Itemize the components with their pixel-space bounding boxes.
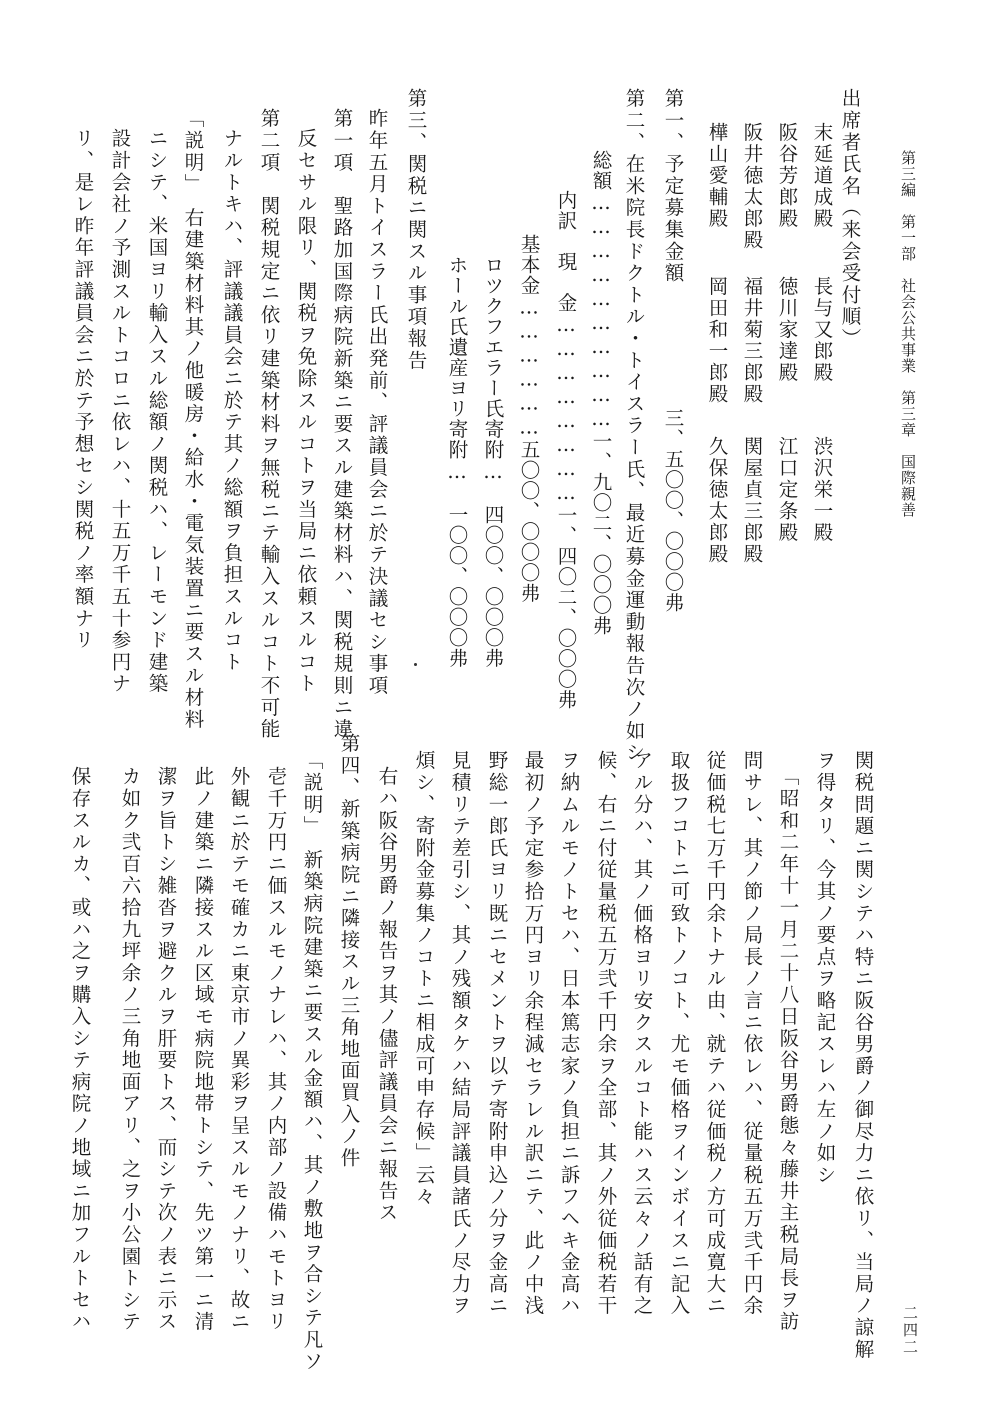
body-line: ヲ納ムルモノトセハ、日本篤志家ノ負担ニ訴フヘキ金高ハ	[557, 750, 581, 1317]
body-line: 外観ニ於テモ確カニ東京市ノ異彩ヲ呈スルモノナリ、故ニ	[227, 766, 251, 1333]
body-line: 取扱フコトニ可致トノコト、尤モ価格ヲインボイスニ記入	[667, 750, 691, 1317]
attendee-name: 末延道成殿	[810, 122, 834, 230]
body-line: 壱千万円ニ価スルモノナレハ、其ノ内部ノ設備ハモトヨリ	[264, 766, 288, 1333]
attendee-name: 樺山愛輔殿	[705, 122, 729, 230]
body-line: ヲ得タリ、今其ノ要点ヲ略記スレハ左ノ如シ	[813, 750, 837, 1186]
item2-title: 第二、在米院長ドクトル・トイスラー氏、最近募金運動報告次ノ如シ	[622, 88, 646, 764]
attendee-name: 渋沢栄一殿	[810, 436, 834, 544]
rockefeller-donation: ロツクフエラー氏寄附… 四〇〇、〇〇〇弗	[481, 255, 505, 669]
body-line: 右ハ阪谷男爵ノ報告ヲ其ノ儘評議員会ニ報告ス	[375, 766, 399, 1224]
body-line: 「説明」 新築病院建築ニ要スル金額ハ、其ノ敷地ヲ合シテ凡ソ	[300, 750, 324, 1373]
body-line: 関税問題ニ関シテハ特ニ阪谷男爵ノ御尽力ニ依リ、当局ノ諒解	[851, 750, 875, 1361]
attendee-name: 江口定条殿	[775, 436, 799, 544]
body-line: 問サレ、其ノ節ノ局長ノ言ニ依レハ、従量税五万弐千円余	[740, 750, 764, 1317]
clause1-line: 反セサル限リ、関税ヲ免除スルコトヲ当局ニ依頼スルコト	[294, 128, 318, 695]
attendee-name: 福井菊三郎殿	[740, 276, 764, 405]
body-line: 煩シ、寄附金募集ノコトニ相成可申存候」云々	[412, 750, 436, 1208]
attendee-name: 岡田和一郎殿	[705, 276, 729, 405]
item1-amount: 三、五〇〇、〇〇〇弗	[661, 408, 685, 613]
attendee-name: 阪井徳太郎殿	[740, 122, 764, 251]
note-line: ニシテ、米国ヨリ輸入スル総額ノ関税ハ、レーモンド建築	[145, 128, 169, 695]
body-line: 潔ヲ旨トシ雑沓ヲ避クルヲ肝要トス、而シテ次ノ表ニ示ス	[154, 766, 178, 1333]
body-line: アル分ハ、其ノ価格ヨリ安クスルコト能ハス云々ノ話有之	[630, 750, 654, 1317]
attendee-name: 関屋貞三郎殿	[740, 436, 764, 565]
attendee-name: 阪谷芳郎殿	[775, 122, 799, 230]
item3-title: 第三、関税ニ関スル事項報告	[404, 88, 428, 372]
attendee-name: 久保徳太郎殿	[705, 436, 729, 565]
body-line: 最初ノ予定参拾万円ヨリ余程減セラレル訳ニテ、此ノ中浅	[521, 750, 545, 1317]
body-line: 見積リテ差引シ、其ノ残額タケハ結局評議員諸氏ノ尽力ヲ	[448, 750, 472, 1317]
item3-intro: 昨年五月トイスラー氏出発前、評議員会ニ於テ決議セシ事項	[365, 108, 389, 697]
body-line: 候、右ニ付従量税五万弐千円余ヲ全部、其ノ外従価税若干	[594, 750, 618, 1317]
body-line: カ如ク弐百六拾九坪余ノ三角地面アリ、之ヲ小公園トシテ	[118, 766, 142, 1333]
note-line: 設計会社ノ予測スルトコロニ依レハ、十五万千五十参円ナ	[108, 128, 132, 695]
page-number: 二四二	[901, 1305, 919, 1356]
clause2-line: 第二項 関税規定ニ依リ建築材料ヲ無税ニテ輸入スルコト不可能	[257, 108, 281, 741]
body-line: 「昭和二年十一月二十八日阪谷男爵態々藤井主税局長ヲ訪	[776, 766, 800, 1333]
breakdown-cash: 内訳 現 金……………………一、四〇二、〇〇〇弗	[554, 190, 578, 710]
note-line: リ、是レ昨年評議員会ニ於テ予想セシ関税ノ率額ナリ	[71, 128, 95, 652]
attendee-name: 徳川家達殿	[775, 276, 799, 384]
total-amount: 総額…………………………一、九〇二、〇〇〇弗	[589, 150, 613, 636]
attendees-title: 出席者氏名（来会受付順）	[838, 88, 862, 350]
body-line: 保存スルカ、或ハ之ヲ購入シテ病院ノ地域ニ加フルトセハ	[68, 766, 92, 1333]
endowment: 基本金………………五〇〇、〇〇〇弗	[517, 234, 541, 604]
note-line: 「説明」 右建築材料其ノ他暖房・給水・電気装置ニ要スル材料	[181, 108, 205, 731]
item4-title: 第四、新築病院ニ隣接スル三角地面買入ノ件	[337, 733, 361, 1169]
clause2-line: ナルトキハ、評議議員会ニ於テ其ノ総額ヲ負担スルコト	[220, 128, 244, 673]
attendee-name: 長与又郎殿	[810, 276, 834, 384]
running-title: 第三編 第一部 社会公共事業 第三章 国際親善	[899, 150, 917, 518]
clause1-line: 第一項 聖路加国際病院新築ニ要スル建築材料ハ、関税規則ニ違	[330, 108, 354, 741]
item1-title: 第一、予定募集金額	[661, 88, 685, 285]
body-line: 此ノ建築ニ隣接スル区域モ病院地帯トシテ、先ツ第一ニ清	[191, 766, 215, 1333]
scan-speck	[414, 663, 417, 666]
body-line: 野総一郎氏ヨリ既ニセメントヲ以テ寄附申込ノ分ヲ金高ニ	[485, 750, 509, 1317]
hall-donation: ホール氏遺産ヨリ寄附… 一〇〇、〇〇〇弗	[445, 255, 469, 669]
body-line: 従価税七万千円余トナル由、就テハ従価税ノ方可成寛大ニ	[703, 750, 727, 1317]
